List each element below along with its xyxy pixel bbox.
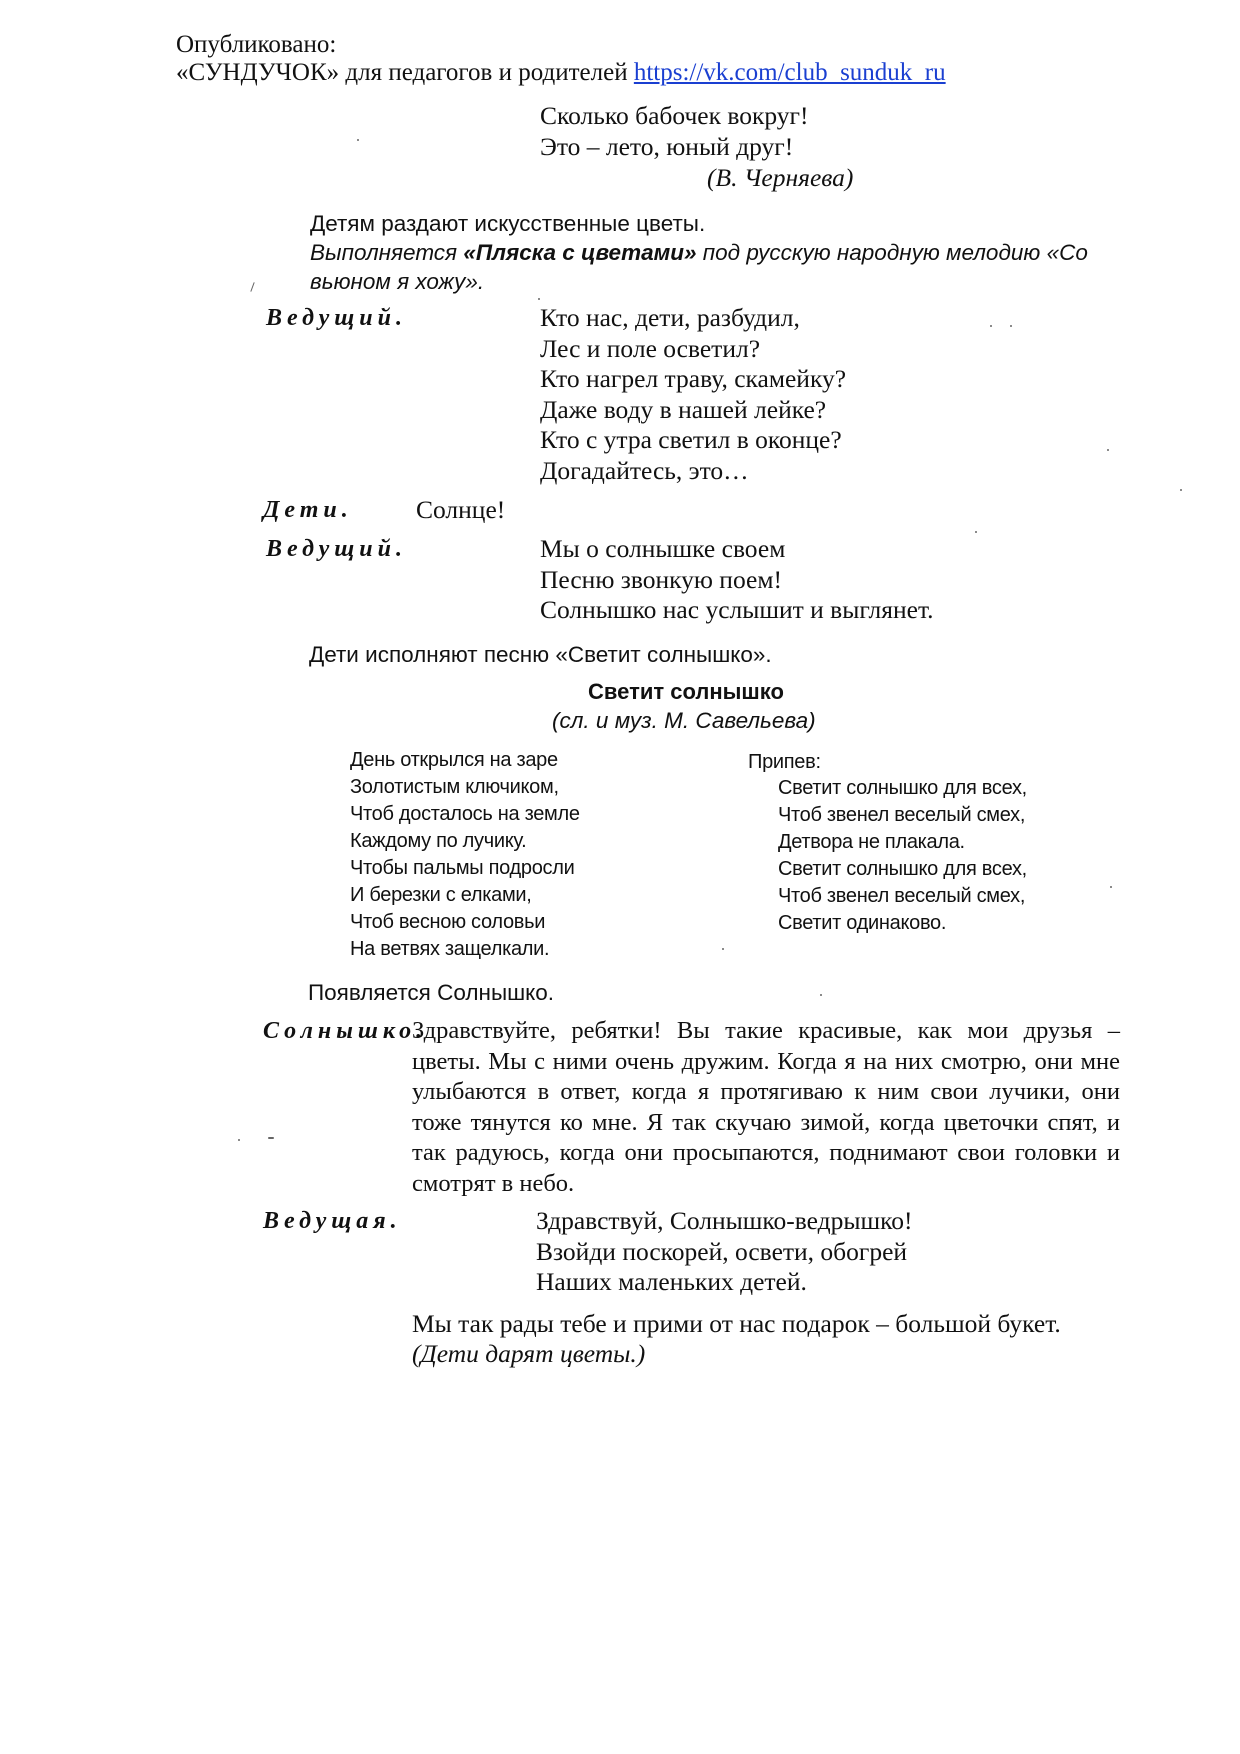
role-label: Ведущий. — [266, 536, 407, 562]
dialogue-line: Солнышко нас услышит и выглянет. — [540, 595, 934, 624]
dialogue-lines — [536, 1206, 912, 1298]
scan-speck — [1107, 449, 1109, 451]
dialogue-line: Догадайтесь, это… — [540, 455, 749, 485]
scan-speck — [250, 282, 254, 292]
scan-speck — [722, 948, 724, 950]
chorus-line: Светит солнышко для всех, — [778, 858, 1027, 880]
role-label: Солнышко. — [263, 1018, 428, 1044]
dialogue-lines — [540, 534, 934, 626]
song-verse — [350, 747, 580, 963]
chorus-line: Светит солнышко для всех, — [778, 777, 1027, 799]
scan-speck — [538, 298, 540, 300]
dialogue-line: Песню звонкую поем! — [540, 564, 782, 594]
dialogue-line: Кто нагрел траву, скамейку? — [540, 364, 847, 393]
dialogue-line: Мы о солнышке своем — [540, 534, 786, 563]
scan-speck — [1180, 489, 1182, 491]
direction-text: под русскую народную мелодию «Со — [696, 240, 1088, 265]
verse-line: Чтоб весною соловьи — [350, 911, 546, 933]
dialogue-line: Здравствуй, Солнышко-ведрышко! — [536, 1206, 913, 1235]
verse-line: Каждому по лучику. — [350, 830, 527, 852]
dialogue-line: Лес и поле осветил? — [540, 333, 761, 363]
stage-direction — [310, 238, 1088, 267]
closing-line: Мы так рады тебе и прими от нас подарок – большой букет. — [412, 1309, 1061, 1338]
direction-text: Выполняется — [310, 240, 464, 265]
verse-line: И березки с елками, — [350, 884, 532, 906]
role-label: Ведущий. — [266, 305, 407, 331]
sun-speech: Здравствуйте, ребятки! Вы такие красивые, как мои друзья – цветы. Мы с ними очень дружим. Когда я на них смотрю, они мне улыбаются в ответ, когда я протягиваю к ним свои лучики, они тоже тянутся ко мне. Я так скучаю зимой, когда цветочки спят, и так радуюсь, когда они просыпаются, поднимают свои головки и смотрят в небо. — [412, 1017, 1120, 1197]
verse-line: День открылся на заре — [350, 749, 558, 771]
chorus-line: Чтоб звенел веселый смех, — [778, 804, 1026, 826]
dialogue-line: Кто нас, дети, разбудил, — [540, 303, 800, 332]
song-credit: (сл. и муз. М. Савельева) — [552, 708, 816, 733]
verse-line: Золотистым ключиком, — [350, 776, 559, 798]
source-line — [176, 58, 946, 88]
scan-speck — [1110, 886, 1112, 888]
dialogue-line: Даже воду в нашей лейке? — [540, 394, 827, 424]
dialogue-lines — [540, 303, 846, 486]
dialogue-line: Наших маленьких детей. — [536, 1267, 807, 1296]
scan-speck — [975, 531, 977, 533]
poem-1 — [540, 101, 808, 162]
song-chorus — [778, 775, 1027, 937]
stage-direction: Появляется Солнышко. — [308, 980, 555, 1005]
stage-direction: вьюном я хожу». — [310, 269, 485, 294]
scan-speck — [268, 1137, 274, 1139]
poem-author: (В. Черняева) — [707, 163, 854, 192]
poem-line: Это – лето, юный друг! — [540, 131, 794, 161]
role-label: Дети. — [263, 497, 353, 523]
dialogue-line: Солнце! — [416, 495, 506, 524]
stage-direction: Дети исполняют песню «Светит солнышко». — [309, 642, 772, 667]
verse-line: На ветвях защелкали. — [350, 938, 550, 960]
scan-speck — [357, 139, 359, 141]
verse-line: Чтобы пальмы подросли — [350, 857, 575, 879]
scan-speck — [820, 994, 822, 996]
published-label: Опубликовано: — [176, 31, 337, 58]
stage-note: (Дети дарят цветы.) — [412, 1339, 646, 1368]
chorus-line: Светит одинаково. — [778, 912, 947, 934]
scan-speck — [990, 325, 992, 327]
verse-line: Чтоб досталось на земле — [350, 803, 580, 825]
poem-line: Сколько бабочек вокруг! — [540, 101, 809, 130]
dialogue-line: Взойди поскорей, освети, обогрей — [536, 1236, 908, 1266]
dance-title: «Пляска с цветами» — [463, 240, 697, 265]
vk-link[interactable]: https://vk.com/club_sunduk_ru — [633, 59, 946, 86]
source-text: «СУНДУЧОК» для педагогов и родителей — [176, 59, 628, 86]
scan-speck — [238, 1139, 240, 1141]
dialogue-line: Кто с утра светил в оконце? — [540, 425, 842, 454]
chorus-line: Детвора не плакала. — [778, 831, 965, 853]
chorus-line: Чтоб звенел веселый смех, — [778, 885, 1026, 907]
chorus-label: Припев: — [748, 751, 821, 773]
role-label: Ведущая. — [263, 1208, 402, 1234]
stage-direction: Детям раздают искусственные цветы. — [310, 211, 706, 236]
scan-speck — [1010, 325, 1012, 327]
song-title: Светит солнышко — [588, 679, 784, 704]
